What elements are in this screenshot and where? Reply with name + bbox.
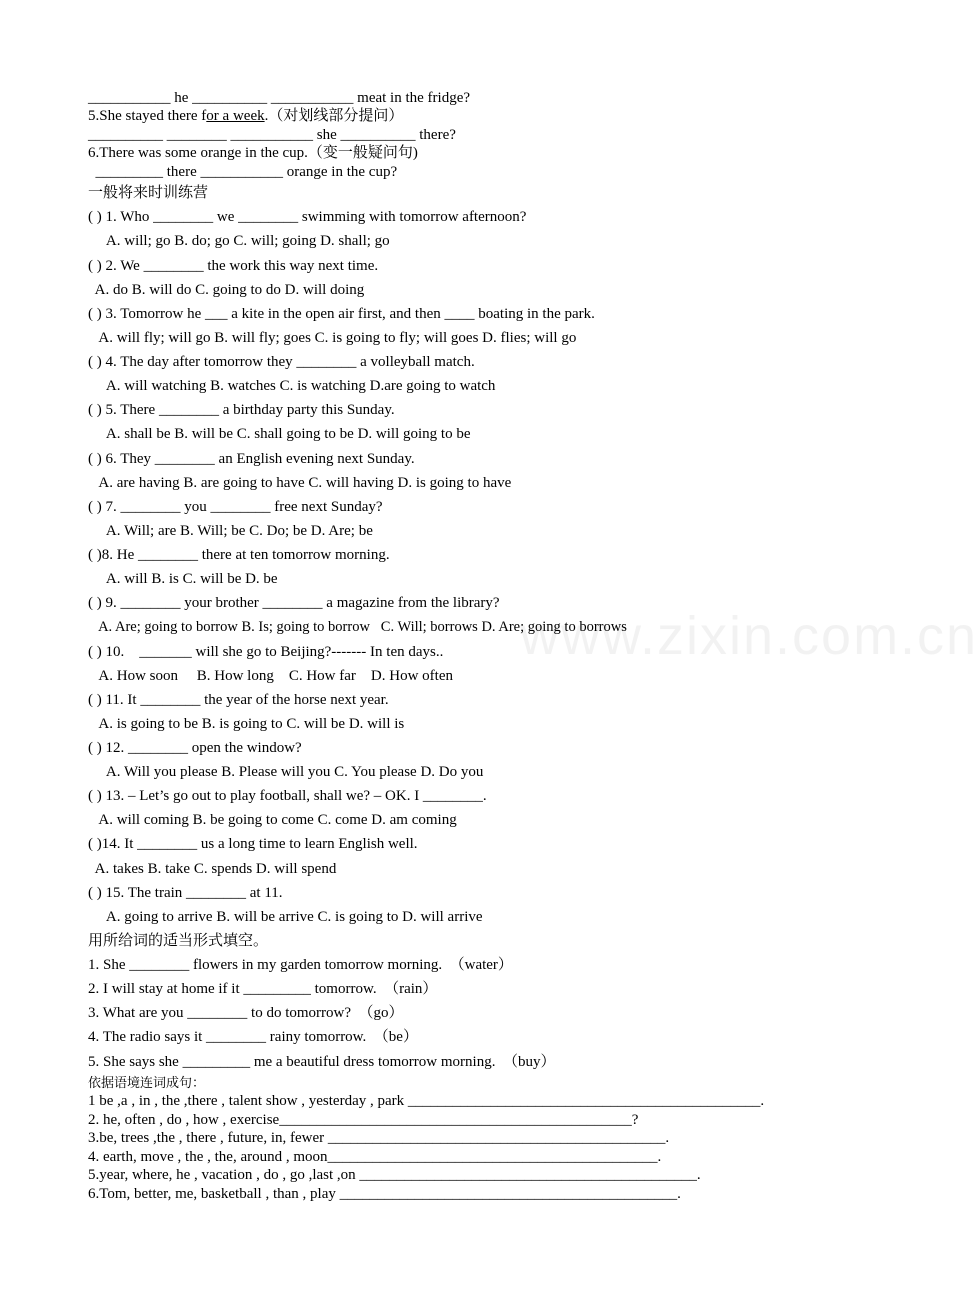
sentence-item: 6.Tom, better, me, basketball , than , play _____________________________________________. <box>88 1186 681 1202</box>
question-5-text: 5.She stayed there f <box>88 108 207 124</box>
answer-options: A. will fly; will go B. will fly; goes C. is going to fly; will goes D. flies; will go <box>88 330 577 346</box>
section-title-sentence-building: 依据语境连词成句： <box>88 1075 206 1090</box>
sentence-item: 1 be ,a , in , the ,there , talent show , yesterday , park _______________________________________________. <box>88 1093 765 1109</box>
section-title-future-tense: 一般将来时训练营 <box>88 185 209 201</box>
answer-options: A. do B. will do C. going to do D. will doing <box>88 282 365 298</box>
sentence-item: 5.year, where, he , vacation , do , go ,last ,on _____________________________________________. <box>88 1167 701 1183</box>
underlined-phrase: or a week <box>206 108 265 124</box>
answer-options: A. is going to be B. is going to C. will be D. will is <box>88 716 405 732</box>
question-5-instruction: .（对划线部分提问） <box>264 108 404 124</box>
answer-options: A. will B. is C. will be D. be <box>88 571 278 587</box>
fill-blank-item: 3. What are you ________ to do tomorrow? （go） <box>88 1005 404 1021</box>
question-5-prompt <box>88 107 403 125</box>
question-line: ( )14. It ________ us a long time to learn English well. <box>88 836 418 852</box>
answer-options: A. are having B. are going to have C. will having D. is going to have <box>88 475 512 491</box>
question-line: ( ) 7. ________ you ________ free next Sunday? <box>88 499 383 515</box>
question-line: ( ) 2. We ________ the work this way next time. <box>88 258 379 274</box>
question-6-prompt: 6.There was some orange in the cup.（变一般疑问句) <box>88 145 418 161</box>
blank-question-line: __________ ________ ___________ she __________ there? <box>88 127 456 143</box>
answer-options: A. Will; are B. Will; be C. Do; be D. Are; be <box>88 523 373 539</box>
section-title-fill-blanks: 用所给词的适当形式填空。 <box>88 933 269 949</box>
question-line: ( ) 1. Who ________ we ________ swimming with tomorrow afternoon? <box>88 209 527 225</box>
sentence-item: 2. he, often , do , how , exercise_______________________________________________? <box>88 1112 639 1128</box>
fill-blank-item: 1. She ________ flowers in my garden tomorrow morning. （water） <box>88 957 513 973</box>
answer-options: A. will watching B. watches C. is watching D.are going to watch <box>88 378 496 394</box>
answer-options: A. shall be B. will be C. shall going to be D. will going to be <box>88 426 471 442</box>
fill-blank-item: 4. The radio says it ________ rainy tomorrow. （be） <box>88 1029 418 1045</box>
answer-options: A. Will you please B. Please will you C. You please D. Do you <box>88 764 484 780</box>
fill-blank-item: 2. I will stay at home if it _________ tomorrow. （rain） <box>88 981 438 997</box>
watermark: www.zixin.com.cn <box>520 606 978 666</box>
question-line: ( ) 9. ________ your brother ________ a magazine from the library? <box>88 595 500 611</box>
answer-options: A. How soon B. How long C. How far D. How often <box>88 668 453 684</box>
question-line: ( ) 4. The day after tomorrow they ________ a volleyball match. <box>88 354 475 370</box>
answer-options: A. will; go B. do; go C. will; going D. shall; go <box>88 233 390 249</box>
fill-blank-item: 5. She says she _________ me a beautiful dress tomorrow morning. （buy） <box>88 1054 556 1070</box>
answer-options: A. will coming B. be going to come C. come D. am coming <box>88 812 457 828</box>
blank-question-line: _________ there ___________ orange in the cup? <box>88 164 398 180</box>
sentence-item: 4. earth, move , the , the, around , moon____________________________________________. <box>88 1149 662 1165</box>
question-line: ( ) 6. They ________ an English evening next Sunday. <box>88 451 415 467</box>
question-line: ( ) 3. Tomorrow he ___ a kite in the open air first, and then ____ boating in the park. <box>88 306 595 322</box>
question-line: ( ) 11. It ________ the year of the horse next year. <box>88 692 389 708</box>
sentence-item: 3.be, trees ,the , there , future, in, fewer _____________________________________________. <box>88 1130 670 1146</box>
answer-options: A. going to arrive B. will be arrive C. is going to D. will arrive <box>88 909 483 925</box>
question-line: ( ) 10. _______ will she go to Beijing?------- In ten days.. <box>88 644 444 660</box>
answer-options: A. takes B. take C. spends D. will spend <box>88 861 337 877</box>
blank-question-line: ___________ he __________ ___________ meat in the fridge? <box>88 90 471 106</box>
question-line: ( ) 12. ________ open the window? <box>88 740 302 756</box>
answer-options: A. Are; going to borrow B. Is; going to borrow C. Will; borrows D. Are; going to borrows <box>88 619 627 635</box>
question-line: ( ) 5. There ________ a birthday party this Sunday. <box>88 402 395 418</box>
question-line: ( ) 13. – Let’s go out to play football, shall we? – OK. I ________. <box>88 788 487 804</box>
question-line: ( )8. He ________ there at ten tomorrow morning. <box>88 547 390 563</box>
question-line: ( ) 15. The train ________ at 11. <box>88 885 283 901</box>
